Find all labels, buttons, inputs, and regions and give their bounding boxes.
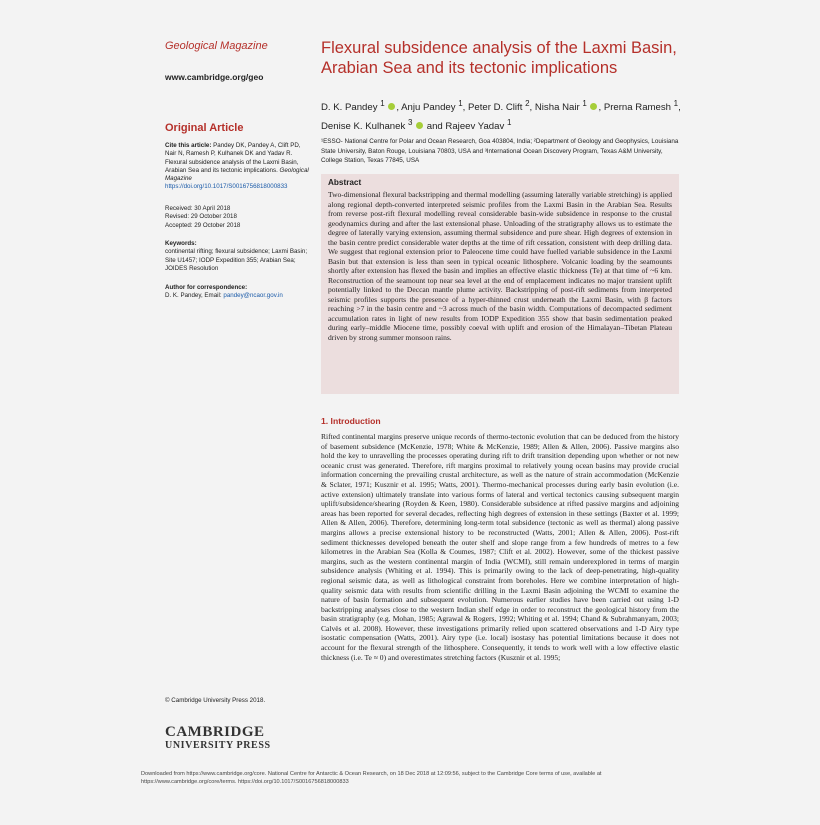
orcid-icon[interactable]	[388, 103, 395, 110]
download-footer: Downloaded from https://www.cambridge.org/core. National Centre for Antarctic & Ocean Research, on 18 Dec 2018 at 12:09:56, subject to the Cambridge Core terms of use, available at https://www.cambridge.org/core/terms. https://doi.org/10.1017/S0016756818000833	[141, 771, 602, 785]
orcid-icon[interactable]	[416, 122, 423, 129]
author-affil: 3	[407, 118, 413, 128]
author-name: Denise K. Kulhanek	[321, 121, 406, 133]
abstract-heading: Abstract	[328, 178, 362, 187]
separator: ,	[598, 102, 602, 114]
author-name: D. K. Pandey	[321, 102, 378, 114]
cite-label: Cite this article:	[165, 142, 212, 149]
accepted-date: Accepted: 29 October 2018	[165, 221, 241, 229]
citation-block	[165, 142, 313, 192]
copyright: © Cambridge University Press 2018.	[165, 697, 266, 704]
dates-block	[165, 205, 313, 230]
separator: ,	[529, 102, 533, 114]
cambridge-logo	[165, 724, 271, 752]
separator: ,	[396, 102, 399, 114]
author-affil: 1	[673, 99, 679, 108]
author-affil: 1	[582, 99, 587, 108]
author-name: Rajeev Yadav	[445, 121, 505, 133]
orcid-icon[interactable]	[590, 103, 597, 110]
abstract-text: Two-dimensional flexural backstripping and thermal modelling (assuming laterally variable stretching) is applied along regional depth-converted interpreted seismic profiles from the Laxmi Basin in the Arabian Sea. Results from reverse post-rift flexural modelling reveal considerable basin-wide subsidence in response to the crustal geodynamics during and after the last extensional phase. Unloading of the stratigraphy allows us to estimate the degree of laterally varying extension, assuming thermal subsidence and pure shear. High degrees of extension in the basin centre predict considerable water depths at the time of rift cessation, consistent with deep drilling data. We suggest that regional extension prior to Paleocene time could have fuelled variable subsidence in the Laxmi Basin but that extension is less than seen in typical oceanic lithosphere. Volcanic loading by the seamounts shortly after extension has flexed the basin and implies an effective elastic thickness (Te) at that time of ~6 km. Reconstruction of the seamount top near sea level at the end of emplacement indicates no major transient uplift potentially linked to the Deccan mantle plume activity. Backstripping of post-rift sediments from interpreted seismic profiles supports the presence of a hyper-thinned crust underneath the Laxmi Basin, with β factors reaching >7 in the basin centre and ~3 across much of the basin width. Computations of decompacted sediment accumulation rates in light of new results from IODP Expedition 355 show that basin sedimentation peaked during early–middle Miocene time, possibly coeval with uplift and erosion of the Himalayan–Tibetan Plateau driven by strong summer monsoon rains.	[328, 190, 672, 342]
author-list	[321, 96, 681, 134]
author-affil: 1	[380, 99, 385, 108]
correspondence-label: Author for correspondence:	[165, 284, 248, 291]
cite-doi-link[interactable]: https://doi.org/10.1017/S0016756818000833	[165, 183, 288, 191]
author-affil: 2	[525, 99, 530, 108]
separator: ,	[678, 102, 681, 114]
cite-text: Pandey DK, Pandey A, Clift PD, Nair N, Ramesh P, Kulhanek DK and Yadav R. Flexural subsidence analysis of the Laxmi Basin, Arabian Sea and its tectonic implications.	[165, 142, 301, 174]
correspondence-block	[165, 284, 313, 301]
abstract-box	[321, 174, 679, 394]
separator: ,	[462, 102, 466, 114]
correspondence-email-link[interactable]: pandey@ncaor.gov.in	[223, 292, 283, 300]
author-name: Prerna Ramesh	[603, 102, 671, 114]
journal-name: Geological Magazine	[165, 40, 268, 52]
affiliations: ¹ESSO- National Centre for Polar and Ocean Research, Goa 403804, India; ²Department of Geology and Geophysics, Louisiana State University, Baton Rouge, Louisiana 70803, USA and ³International Ocean Discovery Program, Texas A&M University, College Station, Texas 77845, USA	[321, 138, 679, 164]
author-affil: 1	[506, 118, 512, 128]
correspondence-text: D. K. Pandey, Email:	[165, 292, 222, 300]
cite-journal: Geological Magazine	[165, 166, 309, 183]
author-name: Peter D. Clift	[468, 102, 523, 114]
keywords-label: Keywords:	[165, 240, 197, 247]
introduction-text: Rifted continental margins preserve unique records of thermo-tectonic evolution that can be deduced from the history of basement subsidence (McKenzie, 1978; White & McKenzie, 1989; Allen & Allen, 2006). Passive margins also hold the key to unravelling the processes operating during rift to drift transition depending upon whether or not new oceanic crust was generated. Therefore, rift margins proximal to relatively young ocean basins may provide crucial information concerning the prevailing crustal architecture, as well as the nature of strain accommodation (McKenzie & Sclater, 1971; Kusznir et al. 1995; Watts, 2001). Thermo-mechanical processes during early basin evolution (i.e. active extension) ultimately translate into various forms of lateral and vertical tectonics causing subsequent margin uplift/subsidence/shearing (Royden & Keen, 1980). Considerable subsidence at rifted passive margins and adjoining areas has been reported for several decades, reflecting high degrees of extension in these settings (Baxter et al. 1999; Allen & Allen, 2006). Therefore, determining long-term total subsidence (tectonic as well as thermal) along passive margins allows a precise extensional history to be reconstructed (Watts, 2001; Allen & Allen, 2006). Post-rift sediment thicknesses developed beneath the outer shelf and slope range from a few hundreds of metres to a few kilometres in the Arabian Sea (Kolla & Coumes, 1987; Clift et al. 2002). However, some of the thickest passive margins, such as the western continental margin of India (WCMI), still remain underexplored in terms of margin subsidence analysis (Whiting et al. 1994). This is primarily owing to the lack of deep-penetrating, high-quality regional seismic data, as well as lithological constraint from boreholes. Here we combine interpretation of high-quality seismic data with results from scientific drilling in the Laxmi Basin adjoining the WCMI to examine the nature of basin formation and subsequent evolution. Numerous earlier studies have been carried out using 1-D backstripping analyses close to the western Indian shelf edge in order to reconstruct the geological history from the basin stratigraphy (e.g. Mohan, 1985; Agrawal & Rogers, 1992; Whiting et al. 1994; Chand & Subrahmanyam, 2003; Calvès et al. 2008). However, these investigations primarily relied upon scattered observations and 1-D Airy type isostatic compensation (Watts, 2001). Airy type (i.e. local) isostasy has potential limitations because it does not account for the flexural strength of the lithosphere. Consequently, it tends to work well with a low effective elastic thickness (i.e. Te ≈ 0) and overestimates stretching factors (Kusznir et al. 1995;	[321, 432, 679, 662]
author-name: Anju Pandey	[401, 102, 456, 114]
article-title: Flexural subsidence analysis of the Laxmi Basin, Arabian Sea and its tectonic implications	[321, 39, 677, 77]
and-word: and	[426, 121, 443, 133]
journal-website[interactable]: www.cambridge.org/geo	[165, 72, 264, 82]
logo-line-1: CAMBRIDGE	[165, 724, 265, 740]
article-type: Original Article	[165, 122, 244, 134]
author-affil: 1	[458, 99, 463, 108]
author-name: Nisha Nair	[534, 102, 580, 114]
section-heading-introduction: 1. Introduction	[321, 416, 381, 426]
received-date: Received: 30 April 2018	[165, 205, 231, 212]
revised-date: Revised: 29 October 2018	[165, 213, 237, 221]
keywords-text: continental rifting; flexural subsidence; Laxmi Basin; Site U1457; IODP Expedition 355; Arabian Sea; JOIDES Resolution	[165, 248, 308, 272]
logo-line-2: UNIVERSITY PRESS	[165, 740, 271, 751]
keywords-block	[165, 240, 313, 273]
